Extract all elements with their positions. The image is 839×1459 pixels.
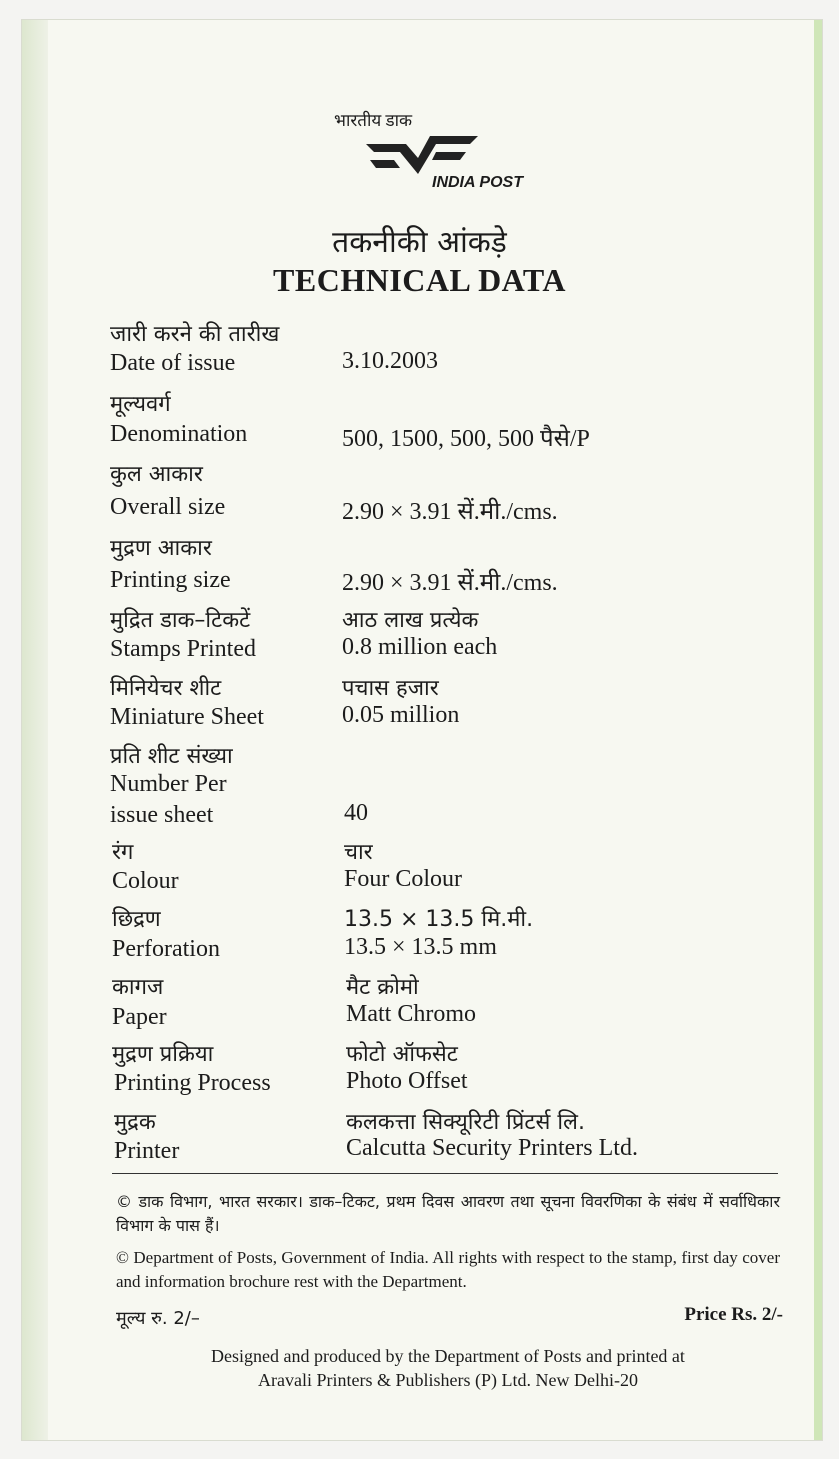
copyright-english: © Department of Posts, Government of India. All rights with respect to the stamp, first day cover and information brochure rest with the Department. bbox=[116, 1248, 780, 1291]
logo-hindi-text: भारतीय डाक bbox=[334, 111, 413, 130]
label-english: Number Per bbox=[110, 771, 227, 797]
label-hindi: छिद्रण bbox=[112, 907, 161, 932]
label-hindi: मुद्रक bbox=[114, 1110, 156, 1135]
price-english: Price Rs. 2/- bbox=[684, 1304, 783, 1325]
label-hindi: मिनियेचर शीट bbox=[110, 676, 222, 701]
label-english: Printer bbox=[114, 1138, 180, 1164]
value-hindi: फोटो ऑफसेट bbox=[346, 1042, 458, 1067]
value: 500, 1500, 500, 500 पैसे/P bbox=[342, 426, 590, 452]
value: 0.05 million bbox=[342, 702, 460, 728]
label-hindi: जारी करने की तारीख bbox=[110, 322, 280, 347]
credit-line-1: Designed and produced by the Department of Posts and printed at bbox=[211, 1346, 685, 1366]
value-hindi: मैट क्रोमो bbox=[346, 975, 419, 1000]
label-english: Stamps Printed bbox=[110, 636, 257, 662]
value: 2.90 × 3.91 सें.मी./cms. bbox=[342, 570, 558, 596]
divider bbox=[112, 1173, 778, 1174]
value: 13.5 × 13.5 mm bbox=[344, 934, 497, 960]
label-hindi: मुद्रण आकार bbox=[110, 536, 212, 561]
value-hindi: 13.5 × 13.5 मि.मी. bbox=[344, 907, 534, 932]
label-english: Date of issue bbox=[110, 350, 236, 376]
value: Matt Chromo bbox=[346, 1001, 476, 1027]
copyright-hindi: © डाक विभाग, भारत सरकार। डाक–टिकट, प्रथम दिवस आवरण तथा सूचना विवरणिका के संबंध में सर्वाधिकार विभाग के पास हैं। bbox=[116, 1192, 780, 1235]
value: 0.8 million each bbox=[342, 634, 498, 660]
label-hindi: प्रति शीट संख्या bbox=[110, 744, 233, 769]
label-hindi: रंग bbox=[112, 840, 134, 865]
label-english: Denomination bbox=[110, 421, 248, 447]
label-hindi: कागज bbox=[112, 975, 164, 1000]
credit-text bbox=[0, 1344, 839, 1392]
page-title: TECHNICAL DATA bbox=[273, 262, 566, 298]
label-english-line2: issue sheet bbox=[110, 802, 214, 828]
label-hindi: कुल आकार bbox=[110, 462, 203, 487]
value-hindi: पचास हजार bbox=[342, 676, 439, 701]
label-english: Overall size bbox=[110, 494, 226, 520]
label-hindi: मुद्रित डाक–टिकटें bbox=[110, 608, 251, 633]
value-hindi: कलकत्ता सिक्यूरिटी प्रिंटर्स लि. bbox=[346, 1110, 585, 1135]
label-english: Printing Process bbox=[114, 1070, 271, 1096]
value: 3.10.2003 bbox=[342, 348, 438, 374]
value: 2.90 × 3.91 सें.मी./cms. bbox=[342, 499, 558, 525]
label-english: Printing size bbox=[110, 567, 231, 593]
label-hindi: मुद्रण प्रक्रिया bbox=[112, 1042, 214, 1067]
value: Calcutta Security Printers Ltd. bbox=[346, 1135, 638, 1161]
label-hindi: मूल्यवर्ग bbox=[110, 392, 171, 417]
label-english: Miniature Sheet bbox=[110, 704, 264, 730]
label-english: Paper bbox=[112, 1004, 167, 1030]
india-post-emblem-icon bbox=[366, 130, 478, 176]
label-english: Colour bbox=[112, 868, 179, 894]
india-post-logo bbox=[328, 108, 568, 198]
value: 40 bbox=[344, 800, 368, 826]
credit-line-2: Aravali Printers & Publishers (P) Ltd. New Delhi-20 bbox=[258, 1370, 638, 1390]
value-hindi: आठ लाख प्रत्येक bbox=[342, 608, 479, 633]
title-hindi: तकनीकी आंकड़े bbox=[332, 225, 507, 260]
value: Photo Offset bbox=[346, 1068, 468, 1094]
logo-english-text: INDIA POST bbox=[432, 174, 523, 191]
value: Four Colour bbox=[344, 866, 463, 892]
price-hindi: मूल्य रु. 2/– bbox=[116, 1308, 200, 1329]
label-english: Perforation bbox=[112, 936, 220, 962]
value-hindi: चार bbox=[344, 840, 373, 865]
